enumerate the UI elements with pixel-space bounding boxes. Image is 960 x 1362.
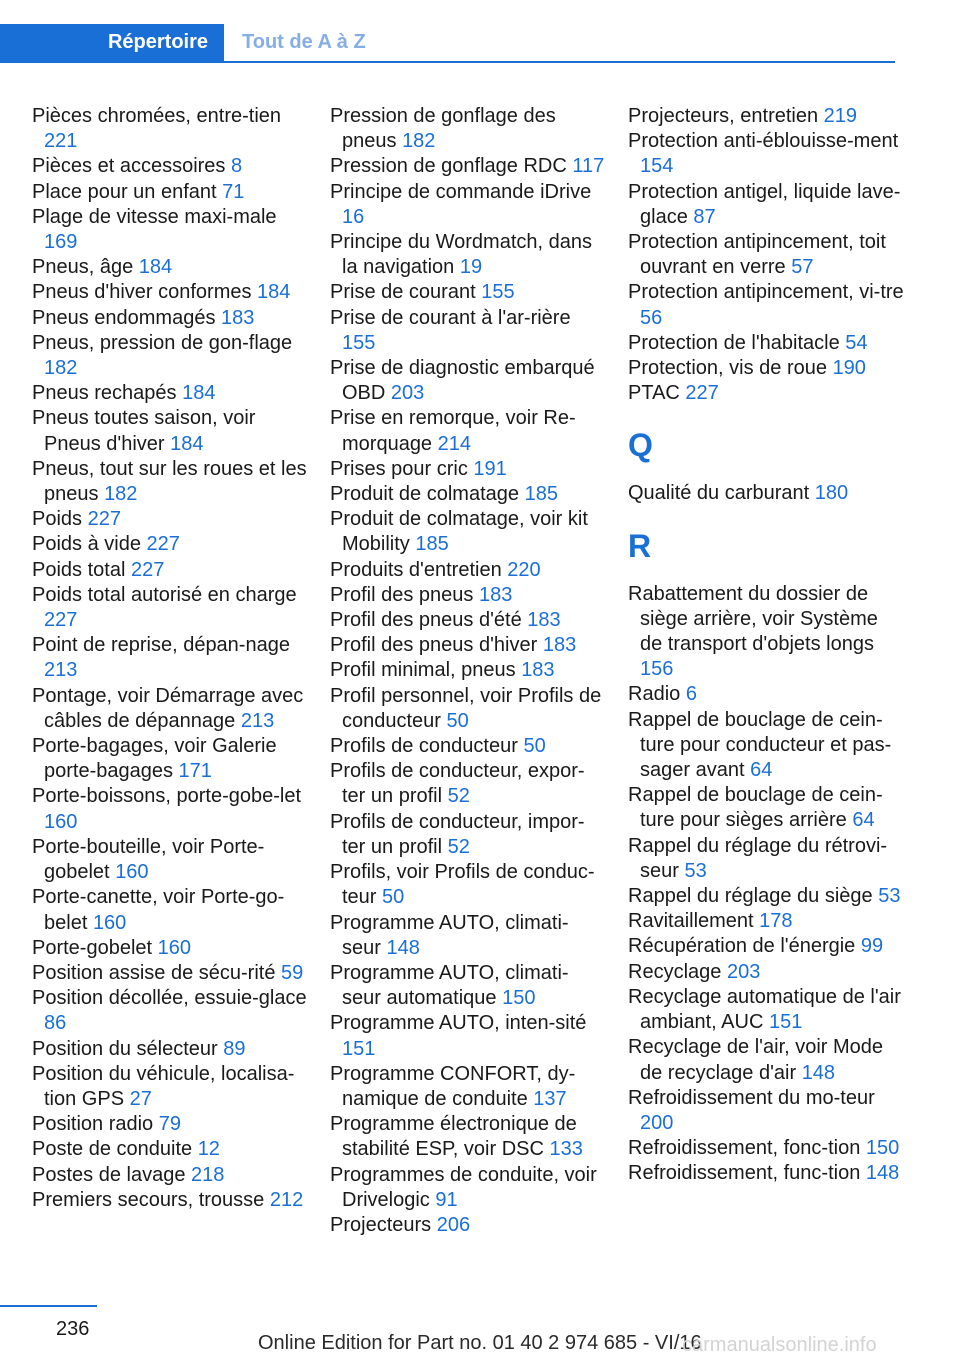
index-entry xyxy=(330,482,606,507)
index-entry xyxy=(32,684,308,734)
index-entry xyxy=(32,734,308,784)
index-entry xyxy=(628,834,904,884)
page-link[interactable]: 133 xyxy=(549,1138,583,1161)
entry-term: Poids total xyxy=(32,558,126,581)
page-link[interactable]: 64 xyxy=(852,809,875,832)
page-link[interactable]: 220 xyxy=(507,558,541,581)
page-link[interactable]: 178 xyxy=(759,910,793,933)
entry-term: Profils, voir Profils de conduc-teur xyxy=(330,861,595,909)
page-link[interactable]: 79 xyxy=(158,1113,181,1136)
index-entry xyxy=(330,961,606,1011)
page-link[interactable]: 218 xyxy=(191,1163,225,1186)
entry-term: Prise en remorque, voir Re-morquage xyxy=(330,407,576,455)
index-entry xyxy=(32,936,308,961)
entry-term: Principe de commande iDrive xyxy=(330,180,592,203)
index-entry xyxy=(32,406,308,456)
entry-term: Place pour un enfant xyxy=(32,180,217,203)
page-link[interactable]: 160 xyxy=(92,911,127,934)
entry-term: Pneus d'hiver conformes xyxy=(32,281,252,304)
section-letter: Q xyxy=(628,427,653,464)
entry-term: Programme AUTO, climati-seur automatique xyxy=(330,961,569,1010)
entry-term: Programme AUTO, inten-sité xyxy=(330,1012,587,1035)
page-link[interactable]: 151 xyxy=(768,1011,803,1034)
entry-term: Profils de conducteur, expor-ter un profil xyxy=(330,760,585,808)
index-entry xyxy=(330,1112,606,1162)
page-link[interactable]: 89 xyxy=(223,1037,246,1060)
index-entry xyxy=(628,708,904,784)
entry-term: Postes de lavage xyxy=(32,1163,186,1186)
index-entry xyxy=(32,532,308,557)
entry-term: Ravitaillement xyxy=(628,910,754,933)
index-entry xyxy=(330,280,606,305)
page-link[interactable]: 150 xyxy=(865,1137,900,1160)
page-link[interactable]: 227 xyxy=(130,558,165,581)
page-link[interactable]: 16 xyxy=(342,205,365,228)
entry-term: Porte-bouteille, voir Porte-gobelet xyxy=(32,835,265,884)
index-entry xyxy=(32,835,308,885)
footer-divider xyxy=(0,1305,97,1307)
section-letter: R xyxy=(628,527,652,564)
page-link[interactable]: 8 xyxy=(230,155,243,178)
index-entry xyxy=(32,255,308,280)
index-entry xyxy=(330,356,606,406)
entry-term: Protection antipincement, toit ouvrant en verre xyxy=(628,231,886,279)
page-link[interactable]: 212 xyxy=(269,1188,304,1211)
index-entry xyxy=(330,1163,606,1213)
index-entry xyxy=(628,381,904,406)
index-entry xyxy=(32,457,308,507)
index-entry xyxy=(628,104,904,129)
entry-term: Protection, vis de roue xyxy=(628,357,827,380)
page-link[interactable]: 156 xyxy=(640,658,674,681)
index-entry xyxy=(330,583,606,608)
page-link[interactable]: 52 xyxy=(447,785,470,808)
page-link[interactable]: 160 xyxy=(157,936,192,959)
entry-term: Radio xyxy=(628,683,681,706)
entry-term: Refroidissement, func-tion xyxy=(628,1162,861,1185)
page-link[interactable]: 182 xyxy=(402,130,436,153)
index-entry xyxy=(628,481,904,506)
page-link[interactable]: 183 xyxy=(527,609,561,632)
page-link[interactable]: 184 xyxy=(182,382,216,405)
index-entry xyxy=(32,1112,308,1137)
index-entry xyxy=(628,934,904,959)
index-entry xyxy=(330,180,606,230)
page-link[interactable]: 180 xyxy=(814,482,849,505)
page-link[interactable]: 87 xyxy=(693,205,716,228)
index-entry xyxy=(628,1035,904,1085)
page-link[interactable]: 203 xyxy=(390,382,425,405)
page-link[interactable]: 150 xyxy=(502,987,536,1010)
page-link[interactable]: 227 xyxy=(87,508,121,531)
index-entry xyxy=(330,734,606,759)
index-entry xyxy=(330,406,606,456)
entry-term: Pression de gonflage des pneus xyxy=(330,105,556,153)
page-link[interactable]: 53 xyxy=(684,859,707,882)
index-entry xyxy=(32,1062,308,1112)
entry-term: Position assise de sécu-rité xyxy=(32,961,276,984)
entry-term: Programme AUTO, climati-seur xyxy=(330,911,569,959)
tab-tout-de-a-a-z[interactable]: Tout de A à Z xyxy=(242,31,366,53)
entry-term: Pneus toutes saison, voir Pneus d'hiver xyxy=(32,407,256,455)
page-link[interactable]: 227 xyxy=(146,533,180,556)
index-entry xyxy=(330,1213,606,1238)
entry-term: Poids à vide xyxy=(32,533,141,556)
page-link[interactable]: 171 xyxy=(178,760,212,783)
page-link[interactable]: 54 xyxy=(845,331,868,354)
page-link[interactable]: 148 xyxy=(801,1061,836,1084)
index-entry xyxy=(330,558,606,583)
entry-term: Recyclage automatique de l'air ambiant, AUC xyxy=(628,985,901,1034)
index-entry xyxy=(330,684,606,734)
entry-term: Pression de gonflage RDC xyxy=(330,155,567,178)
entry-term: Récupération de l'énergie xyxy=(628,935,856,958)
entry-term: Porte-canette, voir Porte-go-belet xyxy=(32,886,285,934)
watermark: carmanualsonline.info xyxy=(682,1334,877,1356)
page-link[interactable]: 57 xyxy=(791,256,814,279)
page-link[interactable]: 203 xyxy=(726,960,761,983)
entry-term: Pontage, voir Démarrage avec câbles de dépannage xyxy=(32,684,304,732)
index-entry xyxy=(628,960,904,985)
page-link[interactable]: 183 xyxy=(521,659,555,682)
entry-term: Porte-gobelet xyxy=(32,936,153,959)
index-entry xyxy=(32,280,308,305)
page-link[interactable]: 213 xyxy=(44,659,78,682)
page-link[interactable]: 182 xyxy=(44,357,78,380)
entry-term: Prise de courant à l'ar-rière xyxy=(330,306,571,329)
entry-term: Position du sélecteur xyxy=(32,1037,218,1060)
index-entry xyxy=(330,911,606,961)
page-link[interactable]: 50 xyxy=(446,709,469,732)
page-link[interactable]: 53 xyxy=(878,885,901,908)
index-entry xyxy=(32,961,308,986)
entry-term: Profils de conducteur, impor-ter un profil xyxy=(330,810,585,858)
page-link[interactable]: 99 xyxy=(860,935,884,958)
index-entry xyxy=(628,682,904,707)
index-entry xyxy=(330,457,606,482)
index-entry xyxy=(330,230,606,280)
entry-term: Porte-bagages, voir Galerie porte-bagages xyxy=(32,735,277,783)
entry-term: Rappel de bouclage de cein-ture pour sièges arrière xyxy=(628,784,883,832)
index-column-1 xyxy=(32,104,308,1213)
index-entry xyxy=(628,1161,904,1186)
page-link[interactable]: 19 xyxy=(459,256,483,279)
entry-term: Programme CONFORT, dy-namique de conduite xyxy=(330,1062,576,1110)
index-entry xyxy=(330,104,606,154)
index-entry xyxy=(32,1163,308,1188)
page-link[interactable]: 221 xyxy=(44,130,78,153)
index-entry xyxy=(628,356,904,381)
page-link[interactable]: 12 xyxy=(197,1138,220,1161)
page-link[interactable]: 50 xyxy=(382,886,405,909)
entry-term: Rappel du réglage du rétrovi-seur xyxy=(628,834,888,882)
page-link[interactable]: 214 xyxy=(437,432,471,455)
tab-repertoire[interactable]: Répertoire xyxy=(0,24,224,61)
entry-term: Profil des pneus xyxy=(330,583,474,606)
index-entry xyxy=(628,985,904,1035)
page-link[interactable]: 155 xyxy=(342,331,376,354)
page-link[interactable]: 191 xyxy=(473,457,507,480)
page-link[interactable]: 160 xyxy=(115,861,149,884)
page-link[interactable]: 64 xyxy=(750,759,773,782)
header-tab-bar xyxy=(0,24,895,63)
entry-term: Profil personnel, voir Profils de conducteur xyxy=(330,684,602,732)
index-entry xyxy=(32,381,308,406)
entry-term: Principe du Wordmatch, dans la navigation xyxy=(330,231,592,279)
index-entry xyxy=(32,1137,308,1162)
entry-term: Premiers secours, trousse xyxy=(32,1188,265,1211)
index-entry xyxy=(330,810,606,860)
index-entry xyxy=(32,507,308,532)
index-entry xyxy=(32,986,308,1036)
entry-term: Plage de vitesse maxi-male xyxy=(32,205,277,228)
entry-term: Recyclage xyxy=(628,960,722,983)
page-link[interactable]: 227 xyxy=(44,609,78,632)
index-entry xyxy=(330,633,606,658)
index-entry xyxy=(32,205,308,255)
entry-term: Poste de conduite xyxy=(32,1138,193,1161)
page-link[interactable]: 52 xyxy=(447,835,470,858)
page-link[interactable]: 185 xyxy=(415,533,449,556)
entry-term: Position décollée, essuie-glace xyxy=(32,987,307,1010)
entry-term: Protection antigel, liquide lave-glace xyxy=(628,180,901,228)
index-entry xyxy=(330,658,606,683)
index-entry xyxy=(32,558,308,583)
entry-term: Rappel du réglage du siège xyxy=(628,885,873,908)
entry-term: PTAC xyxy=(628,382,680,405)
page-link[interactable]: 169 xyxy=(44,231,78,254)
entry-term: Projecteurs, entretien xyxy=(628,105,819,127)
entry-term: Protection antipincement, vi-tre xyxy=(628,281,904,304)
index-entry xyxy=(330,759,606,809)
entry-term: Pneus, tout sur les roues et les pneus xyxy=(32,457,307,506)
index-entry xyxy=(32,885,308,935)
page-link[interactable]: 137 xyxy=(533,1087,567,1110)
page-link[interactable]: 86 xyxy=(44,1012,67,1035)
page-link[interactable]: 160 xyxy=(44,810,78,833)
page-link[interactable]: 182 xyxy=(104,483,138,506)
entry-term: Qualité du carburant xyxy=(628,482,810,505)
index-entry xyxy=(32,104,308,154)
page-link[interactable]: 184 xyxy=(138,256,173,279)
entry-term: Poids total autorisé en charge xyxy=(32,583,297,606)
entry-term: Pneus rechapés xyxy=(32,382,177,405)
page-link[interactable]: 200 xyxy=(640,1111,674,1134)
entry-term: Prise de courant xyxy=(330,281,476,304)
index-entry xyxy=(628,1136,904,1161)
entry-term: Pièces chromées, entre-tien xyxy=(32,105,282,127)
entry-term: Produit de colmatage xyxy=(330,483,520,506)
index-entry xyxy=(628,331,904,356)
entry-term: Pneus, âge xyxy=(32,256,134,279)
index-entry xyxy=(330,507,606,557)
page-link[interactable]: 148 xyxy=(386,936,420,959)
page-link[interactable]: 183 xyxy=(478,583,513,606)
entry-term: Poids xyxy=(32,508,83,531)
entry-term: Pièces et accessoires xyxy=(32,155,226,178)
index-entry xyxy=(32,583,308,633)
page-link[interactable]: 185 xyxy=(524,483,558,506)
index-entry xyxy=(628,884,904,909)
index-entry xyxy=(32,180,308,205)
entry-term: Rabattement du dossier de siège arrière, voir Système de transport d'objets longs xyxy=(628,582,878,656)
index-column-3 xyxy=(628,104,904,1187)
page-link[interactable]: 56 xyxy=(640,306,663,329)
page-link[interactable]: 71 xyxy=(222,180,245,203)
page-link[interactable]: 6 xyxy=(685,683,697,706)
edition-info: Online Edition for Part no. 01 40 2 974 685 - VI/16 xyxy=(258,1332,702,1354)
entry-term: Prise de diagnostic embarqué OBD xyxy=(330,357,595,405)
index-entry xyxy=(32,633,308,683)
index-entry xyxy=(330,608,606,633)
entry-term: Position du véhicule, localisa-tion GPS xyxy=(32,1062,295,1110)
page-link[interactable]: 184 xyxy=(257,281,291,304)
index-entry xyxy=(32,1037,308,1062)
entry-term: Profil des pneus d'été xyxy=(330,609,522,632)
page-link[interactable]: 206 xyxy=(436,1213,471,1236)
index-entry xyxy=(628,783,904,833)
entry-term: Refroidissement du mo-teur xyxy=(628,1086,875,1109)
entry-term: Programmes de conduite, voir Drivelogic xyxy=(330,1163,597,1211)
index-entry xyxy=(628,230,904,280)
page-link[interactable]: 183 xyxy=(542,634,577,657)
page-link[interactable]: 148 xyxy=(865,1162,900,1185)
page-link[interactable]: 154 xyxy=(640,155,674,178)
page-link[interactable]: 190 xyxy=(832,357,866,380)
index-entry xyxy=(330,860,606,910)
page-link[interactable]: 59 xyxy=(281,961,304,984)
index-entry xyxy=(330,154,606,179)
entry-term: Pneus endommagés xyxy=(32,306,216,329)
entry-term: Programme électronique de stabilité ESP, voir DSC xyxy=(330,1113,577,1161)
entry-term: Position radio xyxy=(32,1113,154,1136)
index-entry xyxy=(330,1062,606,1112)
index-entry xyxy=(32,784,308,834)
entry-term: Prises pour cric xyxy=(330,457,468,480)
index-entry xyxy=(628,582,904,683)
entry-term: Profils de conducteur xyxy=(330,735,518,758)
index-entry xyxy=(330,306,606,356)
entry-term: Protection de l'habitacle xyxy=(628,331,840,354)
page-link[interactable]: 227 xyxy=(685,382,719,405)
entry-term: Point de reprise, dépan-nage xyxy=(32,634,290,657)
page-link[interactable]: 184 xyxy=(170,432,204,455)
index-entry xyxy=(32,331,308,381)
page-link[interactable]: 50 xyxy=(523,735,546,758)
index-entry xyxy=(32,1188,308,1213)
index-entry xyxy=(32,154,308,179)
index-entry xyxy=(628,180,904,230)
page-number: 236 xyxy=(56,1318,90,1340)
page-link[interactable]: 117 xyxy=(572,155,605,178)
page-link[interactable]: 151 xyxy=(342,1037,376,1060)
page-link[interactable]: 155 xyxy=(481,281,515,304)
entry-term: Recyclage de l'air, voir Mode de recyclage d'air xyxy=(628,1036,884,1084)
page-link[interactable]: 219 xyxy=(823,105,858,127)
index-entry xyxy=(628,280,904,330)
entry-term: Projecteurs xyxy=(330,1213,432,1236)
entry-term: Rappel de bouclage de cein-ture pour conducteur et pas-sager avant xyxy=(628,708,892,782)
entry-term: Profil minimal, pneus xyxy=(330,659,516,682)
page-link[interactable]: 27 xyxy=(129,1087,152,1110)
page-link[interactable]: 183 xyxy=(221,306,255,329)
entry-term: Profil des pneus d'hiver xyxy=(330,634,538,657)
entry-term: Protection anti-éblouisse-ment xyxy=(628,130,899,153)
index-entry xyxy=(628,129,904,179)
index-column-2 xyxy=(330,104,606,1238)
entry-term: Produit de colmatage, voir kit Mobility xyxy=(330,508,588,556)
index-entry xyxy=(330,1011,606,1061)
index-entry xyxy=(628,1086,904,1136)
entry-term: Refroidissement, fonc-tion xyxy=(628,1137,861,1160)
entry-term: Produits d'entretien xyxy=(330,558,502,581)
page-link[interactable]: 91 xyxy=(435,1188,458,1211)
entry-term: Pneus, pression de gon-flage xyxy=(32,331,293,354)
index-entry xyxy=(628,909,904,934)
page-link[interactable]: 213 xyxy=(240,709,275,732)
entry-term: Porte-boissons, porte-gobe-let xyxy=(32,785,302,808)
index-entry xyxy=(32,306,308,331)
